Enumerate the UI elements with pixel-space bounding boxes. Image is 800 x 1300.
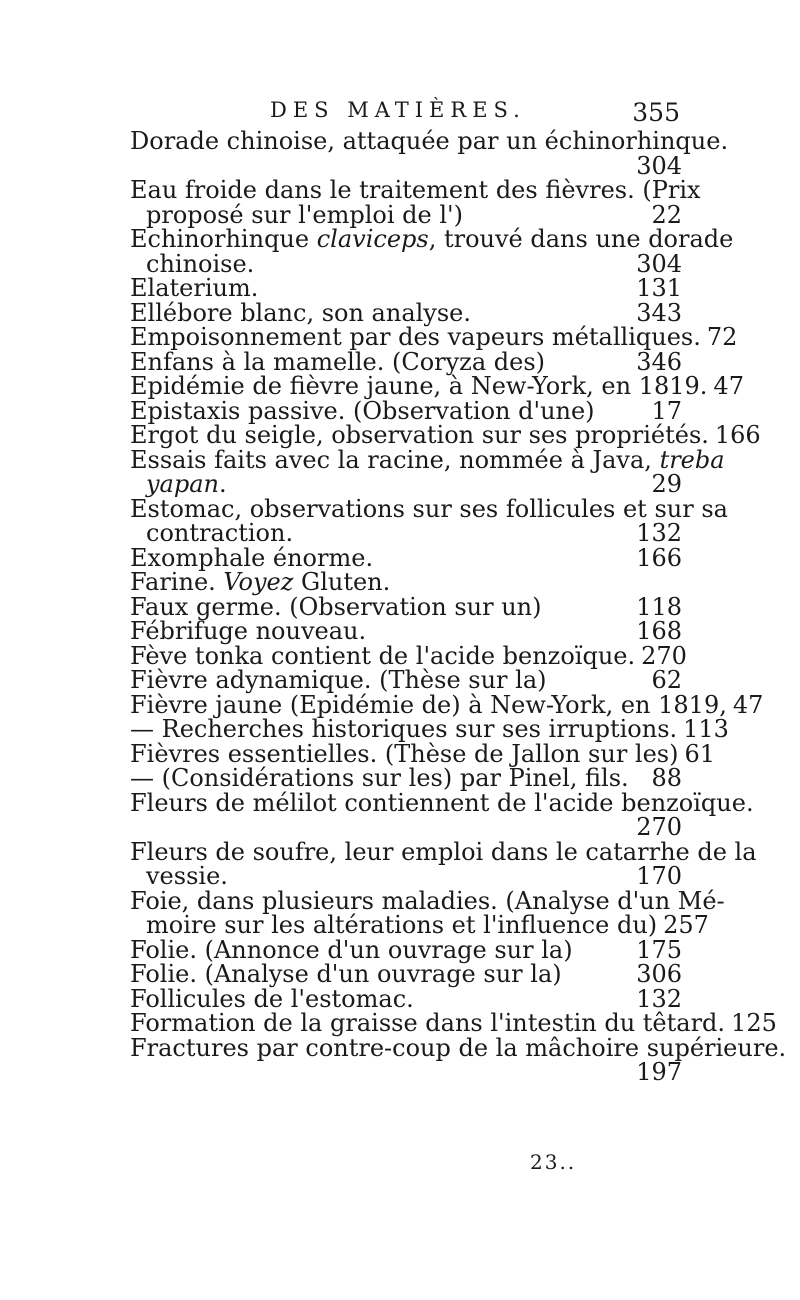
entry-text-main: vessie. <box>146 862 228 890</box>
entry-text <box>130 227 733 252</box>
entry-page-number: 270 <box>641 641 687 670</box>
entry-page-number: 175 <box>636 935 682 964</box>
entry-page-number: 257 <box>663 911 709 939</box>
entry-line <box>130 815 682 840</box>
index-entry <box>130 1033 787 1086</box>
index-entries <box>130 127 787 1086</box>
entry-text-main: Epistaxis passive. (Observation d'une) <box>130 396 595 425</box>
entry-text-main: — (Considérations sur les) par Pinel, fils. <box>130 764 629 792</box>
entry-line <box>130 151 682 180</box>
entry-line <box>130 127 729 155</box>
entry-page-number: 22 <box>651 200 682 229</box>
entry-page-number: 125 <box>731 1009 777 1037</box>
entry-line <box>130 445 725 474</box>
entry-text <box>130 619 366 644</box>
entry-text <box>146 249 255 278</box>
index-entry <box>130 276 682 301</box>
entry-line <box>130 766 682 791</box>
entry-text <box>130 494 728 523</box>
entry-page-number: 170 <box>636 862 682 890</box>
entry-line <box>130 421 761 449</box>
entry-text-after: , trouvé dans une dorade <box>428 225 734 253</box>
entry-line <box>130 176 701 204</box>
entry-text <box>130 129 728 154</box>
index-entry <box>130 1009 777 1037</box>
entry-page-number: 118 <box>636 592 682 621</box>
entry-line <box>130 200 682 229</box>
entry-line <box>130 864 682 889</box>
entry-text <box>130 325 701 350</box>
index-entry <box>130 668 682 693</box>
entry-text <box>130 543 374 572</box>
entry-line <box>130 935 682 964</box>
entry-line <box>130 837 757 866</box>
entry-text <box>130 445 725 474</box>
entry-line <box>130 276 682 301</box>
entry-text-main: Dorade chinoise, attaquée par un échinorhinque. <box>130 127 729 155</box>
entry-line <box>130 984 682 1013</box>
index-entry <box>130 641 687 670</box>
entry-text-main: Eau froide dans le traitement des fièvres. (Prix <box>130 176 701 204</box>
entry-text <box>130 690 727 719</box>
entry-text-main: proposé sur l'emploi de l') <box>146 200 463 229</box>
entry-text-main: Ellébore blanc, son analyse. <box>130 298 472 327</box>
entry-text-main: Echinorhinque <box>130 225 317 253</box>
entry-line <box>130 298 682 327</box>
entry-text-main: Farine. <box>130 568 224 596</box>
entry-page-number: 132 <box>636 984 682 1013</box>
entry-text-main: chinoise. <box>146 249 255 278</box>
entry-page-number: 29 <box>651 470 682 498</box>
entry-page-number: 47 <box>732 690 764 719</box>
index-entry <box>130 298 682 327</box>
index-entry <box>130 445 725 498</box>
entry-line <box>130 619 682 644</box>
entry-text-after: . <box>219 470 227 498</box>
entry-text <box>130 935 573 964</box>
entry-text-main: Fève tonka contient de l'acide benzoïque. <box>130 641 636 670</box>
entry-line <box>130 323 738 351</box>
entry-text <box>130 396 595 425</box>
entry-text <box>146 864 228 889</box>
entry-text-main: Fièvres essentielles. (Thèse de Jallon sur les) <box>130 739 679 768</box>
entry-page-number: 47 <box>713 372 744 400</box>
index-entry <box>130 619 682 644</box>
entry-text-main: Fébrifuge nouveau. <box>130 617 367 645</box>
index-entry <box>130 396 682 425</box>
entry-line <box>130 347 682 376</box>
index-entry <box>130 372 744 400</box>
entry-text-main: Essais faits avec la racine, nommée à Java, <box>130 445 660 474</box>
entry-text-main: Fleurs de soufre, leur emploi dans le catarrhe de la <box>130 837 757 866</box>
entry-page-number: 88 <box>651 764 682 792</box>
entry-page-number: 72 <box>706 323 738 351</box>
entry-text <box>130 374 707 399</box>
index-entry <box>130 935 682 964</box>
entry-text-after: Gluten. <box>293 568 391 596</box>
header-title: DES MATIÈRES. <box>270 98 526 122</box>
index-entry <box>130 592 682 621</box>
index-entry <box>130 421 761 449</box>
index-entry <box>130 225 734 278</box>
index-entry <box>130 323 738 351</box>
entry-page-number: 197 <box>636 1058 682 1086</box>
entry-page-number: 132 <box>636 519 682 547</box>
entry-page-number: 113 <box>683 715 729 743</box>
entry-line <box>130 1060 682 1085</box>
entry-text-main: Estomac, observations sur ses follicules et sur sa <box>130 494 728 523</box>
page-number: 355 <box>632 98 680 127</box>
entry-page-number: 346 <box>636 347 682 376</box>
index-entry <box>130 494 728 547</box>
entry-text-main: Formation de la graisse dans l'intestin du têtard. <box>130 1009 726 1037</box>
entry-text <box>130 984 414 1013</box>
entry-line <box>130 570 682 595</box>
entry-page-number: 343 <box>636 298 682 327</box>
entry-text-main: Folie. (Annonce d'un ouvrage sur la) <box>130 935 573 964</box>
entry-text <box>130 1033 787 1062</box>
entry-text <box>130 347 545 376</box>
entry-text <box>146 472 227 497</box>
entry-text <box>130 641 636 670</box>
entry-line <box>130 592 682 621</box>
entry-line <box>130 641 687 670</box>
entry-page-number: 166 <box>714 421 761 449</box>
entry-page-number: 17 <box>651 396 682 425</box>
index-entry <box>130 570 682 595</box>
entry-text <box>130 886 725 915</box>
entry-line <box>130 396 682 425</box>
entry-line <box>130 668 682 693</box>
entry-line <box>130 521 682 546</box>
entry-text <box>130 276 258 301</box>
entry-text-main: Fièvre jaune (Epidémie de) à New-York, en 1819, <box>130 690 727 719</box>
entry-text-main: Faux germe. (Observation sur un) <box>130 592 542 621</box>
entry-text <box>130 1011 725 1036</box>
index-entry <box>130 127 729 180</box>
entry-page-number: 61 <box>684 739 716 768</box>
entry-page-number: 62 <box>651 666 682 694</box>
entry-page-number: 166 <box>636 543 682 572</box>
entry-line <box>130 690 764 719</box>
index-entry <box>130 962 682 987</box>
entry-text-main: Exomphale énorme. <box>130 543 374 572</box>
entry-text <box>130 592 542 621</box>
entry-text-italic: yapan <box>146 470 219 498</box>
index-entry <box>130 766 682 791</box>
entry-line <box>130 1033 787 1062</box>
index-entry <box>130 984 682 1013</box>
entry-text-main: Elaterium. <box>130 274 259 302</box>
index-entry <box>130 788 754 841</box>
entry-line <box>130 1009 777 1037</box>
entry-text-italic: claviceps <box>316 225 429 253</box>
entry-page-number: 306 <box>636 960 682 988</box>
entry-text-main: Fractures par contre-coup de la mâchoire supérieure. <box>130 1033 787 1062</box>
entry-text-main: Enfans à la mamelle. (Coryza des) <box>130 347 545 376</box>
entry-text <box>146 200 463 229</box>
entry-text-main: Folie. (Analyse d'un ouvrage sur la) <box>130 960 562 988</box>
entry-text-main: moire sur les altérations et l'influence du) <box>146 911 658 939</box>
entry-page-number: 304 <box>636 249 682 278</box>
entry-text-italic: Voyez <box>223 568 294 596</box>
index-entry <box>130 543 682 572</box>
entry-line <box>130 886 725 915</box>
entry-line <box>130 543 682 572</box>
entry-text-main: Empoisonnement par des vapeurs métalliques. <box>130 323 701 351</box>
index-entry <box>130 837 757 890</box>
entry-text <box>146 913 657 938</box>
index-entry <box>130 176 701 229</box>
entry-text <box>130 717 677 742</box>
entry-text-main: Follicules de l'estomac. <box>130 984 414 1013</box>
index-entry <box>130 347 682 376</box>
entry-page-number: 168 <box>636 617 682 645</box>
entry-text-italic: treba <box>659 445 725 474</box>
entry-text <box>130 423 709 448</box>
signature-mark: 23.. <box>530 1150 577 1174</box>
entry-line <box>130 472 682 497</box>
entry-text <box>130 962 562 987</box>
entry-page-number: 131 <box>636 274 682 302</box>
entry-text <box>130 766 629 791</box>
entry-text-main: contraction. <box>146 519 294 547</box>
entry-line <box>130 962 682 987</box>
entry-text-main: Fièvre adynamique. (Thèse sur la) <box>130 666 547 694</box>
entry-text <box>130 739 679 768</box>
entry-text <box>130 788 754 817</box>
index-entry <box>130 690 764 719</box>
entry-text-main: Epidémie de fièvre jaune, à New-York, en 1819. <box>130 372 708 400</box>
entry-text-main: Ergot du seigle, observation sur ses propriétés. <box>130 421 709 449</box>
index-entry <box>130 715 729 743</box>
entry-page-number: 270 <box>636 813 682 841</box>
entry-text <box>146 521 293 546</box>
entry-line <box>130 372 744 400</box>
entry-line <box>130 788 754 817</box>
entry-line <box>130 494 728 523</box>
entry-line <box>130 225 734 253</box>
entry-text <box>130 570 390 595</box>
entry-text <box>130 298 472 327</box>
entry-text-main: Foie, dans plusieurs maladies. (Analyse d'un Mé- <box>130 886 725 915</box>
entry-line <box>130 739 716 768</box>
entry-line <box>130 911 709 939</box>
entry-page-number: 304 <box>636 151 682 180</box>
entry-text-main: Fleurs de mélilot contiennent de l'acide benzoïque. <box>130 788 754 817</box>
entry-text-main: — Recherches historiques sur ses irruptions. <box>130 715 678 743</box>
entry-line <box>130 249 682 278</box>
entry-text <box>130 837 757 866</box>
entry-text <box>130 178 701 203</box>
index-entry <box>130 739 716 768</box>
entry-text <box>130 668 547 693</box>
index-entry <box>130 886 725 939</box>
entry-line <box>130 715 729 743</box>
